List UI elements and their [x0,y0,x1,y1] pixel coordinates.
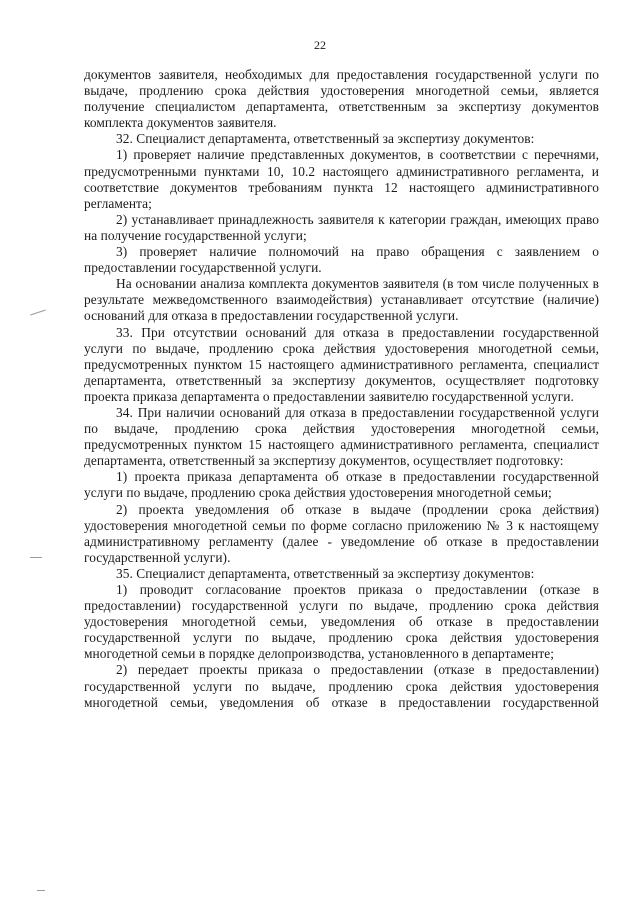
paragraph-34-item-2: 2) проекта уведомления об отказе в выдаче (продлении срока действия) удостоверения многодетной семьи по форме согласно приложению № 3 к настоящему административному регламенту (далее - уведомление об отказе в предоставлении государственной услуги). [84,501,599,565]
paragraph-continuation: документов заявителя, необходимых для предоставления государственной услуги по выдаче, продлению срока действия удостоверения многодетной семьи, является получение специалистом департамента, ответственным за экспертизу документов комплекта документов заявителя. [84,67,599,131]
paragraph-34: 34. При наличии оснований для отказа в предоставлении государственной услуги по выдаче, продлению срока действия удостоверения многодетной семьи, предусмотренных пунктом 15 настоящего административного регламента, специалист департамента, ответственный за экспертизу документов, осуществляет подготовку: [84,404,599,469]
paragraph-34-item-1: 1) проекта приказа департамента об отказе в предоставлении государственной услуги по выдаче, продлению срока действия удостоверения многодетной семьи; [84,469,599,501]
paragraph-35-item-2: 2) передает проекты приказа о предоставлении (отказе в предоставлении) государственной услуги по выдаче, продлению срока действия удостоверения многодетной семьи, уведомления об отказе в предоставлении государственной [84,662,599,710]
page-number: 22 [314,38,326,52]
paragraph-32-analysis: На основании анализа комплекта документов заявителя (в том числе полученных в результате межведомственного взаимодействия) устанавливает отсутствие (наличие) оснований для отказа в предоставлении государственной услуги. [84,276,599,324]
scan-artifact [37,890,45,891]
scan-artifact [30,310,46,316]
paragraph-32: 32. Специалист департамента, ответственный за экспертизу документов: [116,131,535,147]
scan-artifact [30,557,42,558]
paragraph-33: 33. При отсутствии оснований для отказа в предоставлении государственной услуги по выдаче, продлению срока действия удостоверения многодетной семьи, предусмотренных пунктом 15 настоящего административного регламента, специалист департамента, ответственный за экспертизу документов, осуществляет подготовку проекта приказа департамента о предоставлении заявителю государственной услуги. [84,324,599,404]
paragraph-35: 35. Специалист департамента, ответственный за экспертизу документов: [116,565,535,581]
paragraph-35-item-1: 1) проводит согласование проектов приказа о предоставлении (отказе в предоставлении) государственной услуги по выдаче, продлению срока действия удостоверения многодетной семьи, уведомления об отказе в предоставлении государственной услуги по выдаче, продлению срока действия удостоверения многодетной семьи в порядке делопроизводства, установленного в департаменте; [84,582,599,662]
paragraph-32-item-3: 3) проверяет наличие полномочий на право обращения с заявлением о предоставлении государственной услуги. [84,244,599,276]
paragraph-32-item-2: 2) устанавливает принадлежность заявителя к категории граждан, имеющих право на получение государственной услуги; [84,211,599,243]
document-body [84,67,599,711]
paragraph-32-item-1: 1) проверяет наличие представленных документов, в соответствии с перечнями, предусмотренными пунктами 10, 10.2 настоящего административного регламента, и соответствие документов требованиям пункта 12 настоящего административного регламента; [84,147,599,211]
